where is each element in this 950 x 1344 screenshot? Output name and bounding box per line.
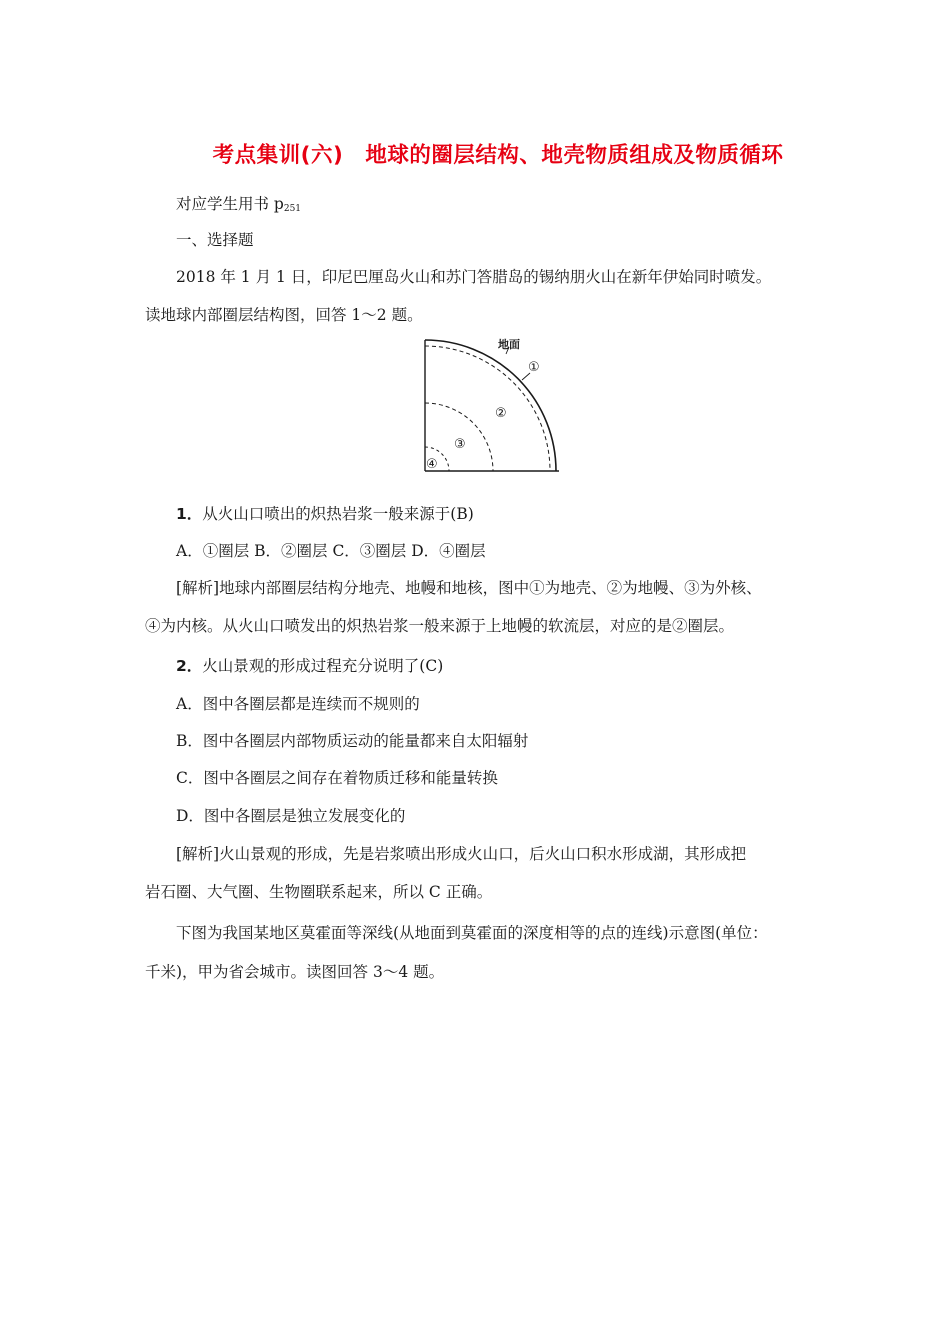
question-1-analysis-line2: ④为内核。从火山口喷发出的炽热岩浆一般来源于上地幔的软流层，对应的是②圈层。 bbox=[145, 617, 735, 635]
layer3-label: ③ bbox=[454, 437, 466, 452]
layer2-label: ② bbox=[495, 406, 507, 421]
question-2-analysis-line1: [解析]火山景观的形成，先是岩浆喷出形成火山口，后火山口积水形成湖，其形成把 bbox=[176, 845, 747, 863]
question-2-number: 2． bbox=[176, 657, 203, 675]
layer1-label: ① bbox=[528, 360, 540, 375]
question-2-option-a: A．图中各圈层都是连续而不规则的 bbox=[176, 695, 420, 713]
header-note bbox=[176, 194, 301, 219]
question-1-options: A．①圈层 B．②圈层 C．③圈层 D．④圈层 bbox=[176, 542, 486, 560]
question-1-number: 1． bbox=[176, 505, 203, 523]
surface-label: 地面 bbox=[498, 338, 520, 351]
question-1-stem: 从火山口喷出的炽热岩浆一般来源于(B) bbox=[202, 505, 474, 523]
section-heading: 一、选择题 bbox=[176, 231, 254, 249]
intro2-line2: 千米)，甲为省会城市。读图回答 3～4 题。 bbox=[145, 963, 445, 981]
question-2 bbox=[176, 656, 443, 676]
question-1-analysis-line1: [解析]地球内部圈层结构分地壳、地幔和地核，图中①为地壳、②为地幔、③为外核、 bbox=[176, 579, 762, 597]
header-note-page: 251 bbox=[283, 204, 302, 214]
question-2-option-b: B．图中各圈层内部物质运动的能量都来自太阳辐射 bbox=[176, 732, 529, 750]
question-1 bbox=[176, 504, 474, 524]
question-2-option-c: C．图中各圈层之间存在着物质迁移和能量转换 bbox=[176, 769, 498, 787]
intro2-line1: 下图为我国某地区莫霍面等深线(从地面到莫霍面的深度相等的点的连线)示意图(单位： bbox=[176, 924, 768, 942]
intro1-line1: 2018 年 1 月 1 日，印尼巴厘岛火山和苏门答腊岛的锡纳朋火山在新年伊始同时喷发。 bbox=[176, 268, 772, 286]
earth-layers-diagram bbox=[422, 337, 562, 474]
intro1-line2: 读地球内部圈层结构图，回答 1～2 题。 bbox=[145, 306, 423, 324]
question-2-option-d: D．图中各圈层是独立发展变化的 bbox=[176, 807, 406, 825]
header-note-text: 对应学生用书 p bbox=[176, 195, 284, 213]
page-title: 考点集训(六) 地球的圈层结构、地壳物质组成及物质循环 bbox=[212, 143, 784, 168]
layer4-label: ④ bbox=[426, 457, 438, 472]
question-2-stem: 火山景观的形成过程充分说明了(C) bbox=[202, 657, 444, 675]
question-2-analysis-line2: 岩石圈、大气圈、生物圈联系起来，所以 C 正确。 bbox=[145, 883, 493, 901]
